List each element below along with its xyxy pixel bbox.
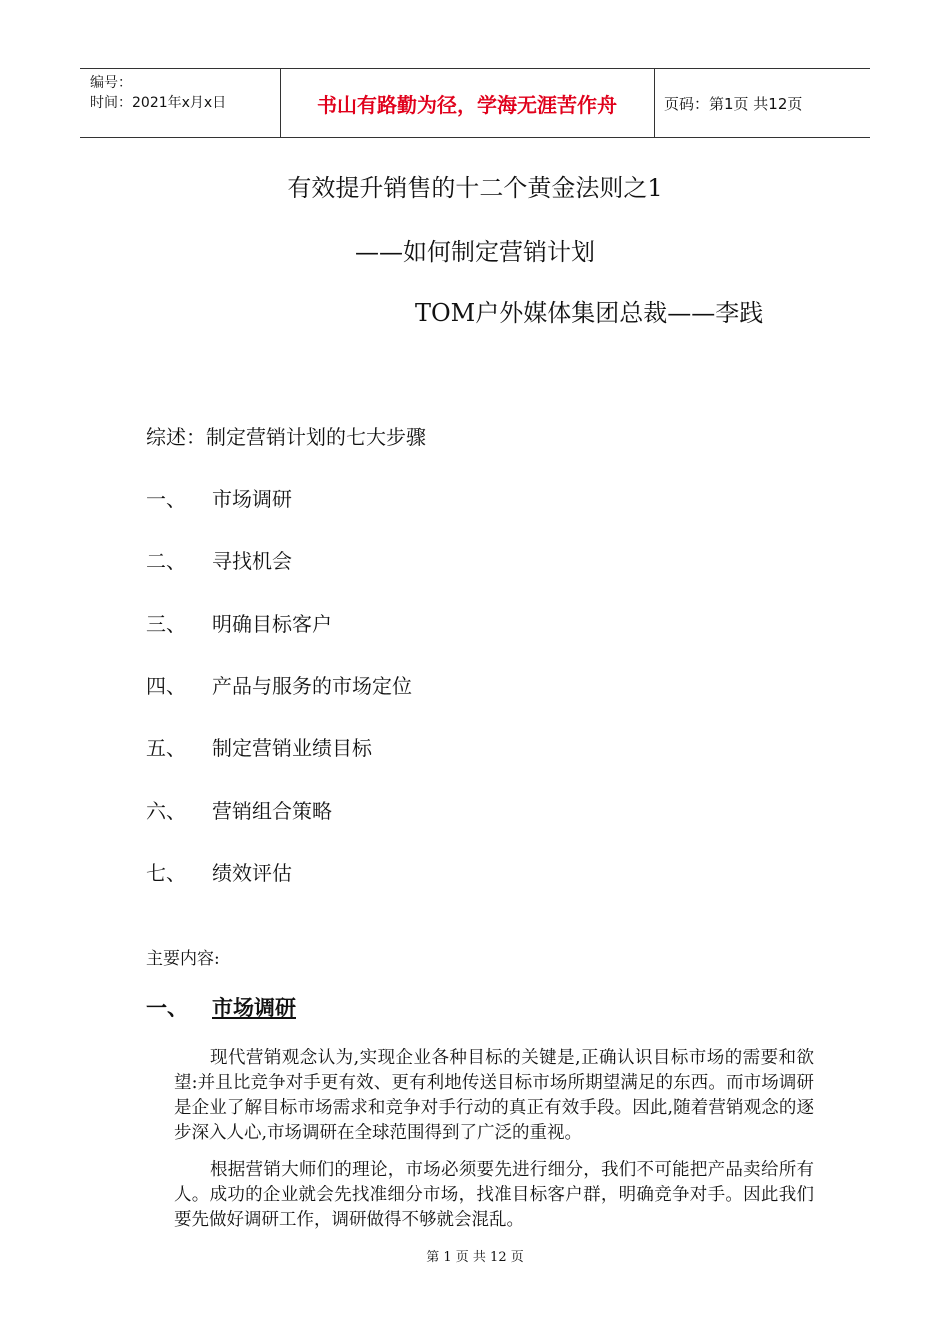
body-paragraph: 根据营销大师们的理论，市场必须要先进行细分，我们不可能把产品卖给所有人。成功的企业就会先找准细分市场，找准目标客户群，明确竞争对手。因此我们要先做好调研工作，调研做得不够就会混乱。 bbox=[174, 1160, 814, 1230]
step-number: 三、 bbox=[146, 612, 186, 636]
step-number: 二、 bbox=[146, 549, 186, 573]
step-text: 市场调研 bbox=[212, 487, 292, 511]
header-meta bbox=[90, 73, 280, 113]
step-number: 六、 bbox=[146, 799, 186, 823]
header-table bbox=[80, 68, 870, 138]
step-item bbox=[146, 483, 292, 512]
document-author: TOM户外媒体集团总裁——李践 bbox=[415, 299, 764, 327]
step-text: 绩效评估 bbox=[212, 861, 292, 885]
step-item bbox=[146, 670, 412, 699]
header-page-info: 页码：第1页 共12页 bbox=[664, 94, 803, 113]
step-number: 五、 bbox=[146, 736, 186, 760]
step-item bbox=[146, 545, 292, 574]
step-number: 四、 bbox=[146, 674, 186, 698]
step-text: 制定营销业绩目标 bbox=[212, 736, 372, 760]
page-footer: 第 1 页 共 12 页 bbox=[426, 1250, 524, 1265]
step-item bbox=[146, 795, 332, 824]
time-label: 时间：2021年x月x日 bbox=[90, 95, 227, 111]
step-text: 产品与服务的市场定位 bbox=[212, 674, 412, 698]
step-item bbox=[146, 732, 372, 761]
header-motto: 书山有路勤为径，学海无涯苦作舟 bbox=[317, 92, 617, 117]
number-label: 编号： bbox=[90, 75, 132, 91]
step-item bbox=[146, 608, 332, 637]
document-title: 有效提升销售的十二个黄金法则之1 bbox=[287, 174, 663, 202]
body-paragraph: 现代营销观念认为,实现企业各种目标的关键是,正确认识目标市场的需要和欲望:并且比竞争对手更有效、更有利地传送目标市场所期望满足的东西。而市场调研是企业了解目标市场需求和竞争对手行动的真正有效手段。因此,随着营销观念的逐步深入人心,市场调研在全球范围得到了广泛的重视。 bbox=[174, 1048, 814, 1143]
step-item bbox=[146, 857, 292, 886]
step-text: 营销组合策略 bbox=[212, 799, 332, 823]
step-text: 寻找机会 bbox=[212, 549, 292, 573]
step-number: 七、 bbox=[146, 861, 186, 885]
document-subtitle: ——如何制定营销计划 bbox=[355, 238, 595, 266]
main-content-label: 主要内容: bbox=[146, 949, 220, 969]
overview-heading: 综述：制定营销计划的七大步骤 bbox=[146, 425, 426, 449]
header-divider bbox=[654, 69, 655, 137]
section-title: 市场调研 bbox=[212, 995, 296, 1020]
section-number: 一、 bbox=[146, 995, 188, 1020]
step-text: 明确目标客户 bbox=[212, 612, 332, 636]
step-number: 一、 bbox=[146, 487, 186, 511]
section-heading bbox=[146, 992, 296, 1022]
